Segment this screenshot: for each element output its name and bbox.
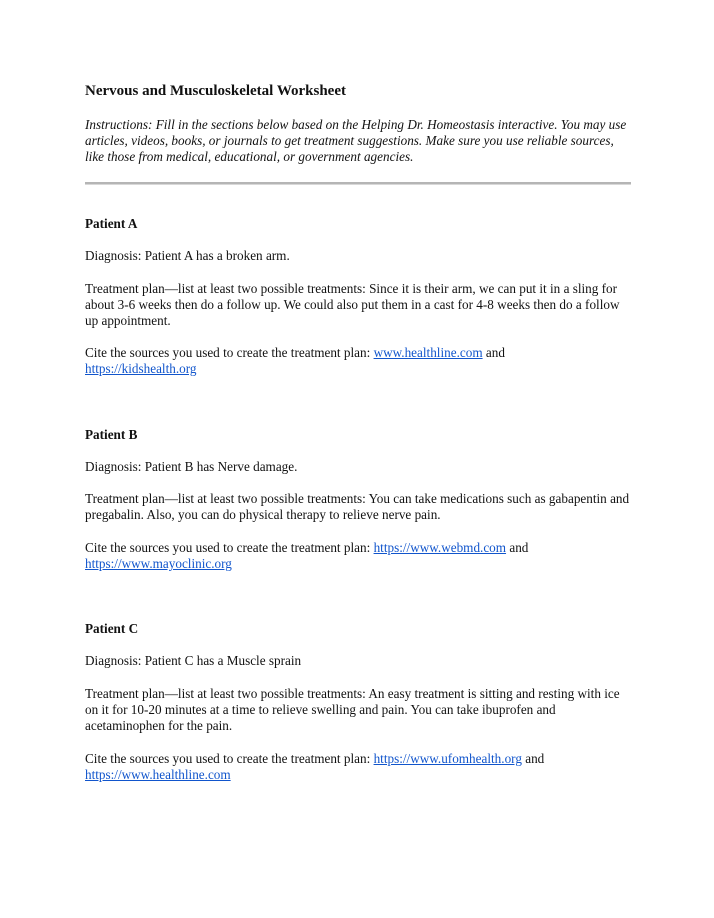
source-link-ufomhealth[interactable]: https://www.ufomhealth.org — [373, 751, 522, 766]
patient-c-diagnosis: Diagnosis: Patient C has a Muscle sprain — [85, 653, 302, 668]
cite-label: Cite the sources you used to create the treatment plan: — [85, 345, 374, 360]
source-link-mayoclinic[interactable]: https://www.mayoclinic.org — [85, 556, 232, 572]
source-link-healthline[interactable]: https://www.healthline.com — [85, 767, 231, 783]
cite-conjunction: and — [482, 345, 505, 360]
source-link-webmd[interactable]: https://www.webmd.com — [373, 540, 507, 555]
page-title: Nervous and Musculoskeletal Worksheet — [85, 83, 346, 99]
source-link-kidshealth[interactable]: https://kidshealth.org — [85, 361, 197, 377]
cite-label: Cite the sources you used to create the treatment plan: — [85, 540, 374, 555]
instructions-text: Instructions: Fill in the sections below based on the Helping Dr. Homeostasis interactive. You may use articles, videos, books, or journals to get treatment suggestions. Make sure you use reliable sources, like those from medical, educational, or government agencies. — [85, 117, 627, 165]
patient-b-heading: Patient B — [85, 427, 138, 442]
patient-a-citation — [85, 345, 633, 377]
patient-a-heading: Patient A — [85, 216, 138, 231]
horizontal-divider — [85, 182, 631, 185]
cite-conjunction: and — [506, 540, 529, 555]
patient-b-citation — [85, 540, 633, 572]
patient-b-treatment: Treatment plan—list at least two possible treatments: You can take medications such as gabapentin and pregabalin. Also, you can do physical therapy to relieve nerve pain. — [85, 491, 630, 523]
patient-a-treatment: Treatment plan—list at least two possible treatments: Since it is their arm, we can put it in a sling for about 3-6 weeks then do a follow up. We could also put them in a cast for 4-8 weeks then do a follow up appointment. — [85, 281, 620, 329]
patient-c-heading: Patient C — [85, 621, 139, 636]
patient-c-treatment: Treatment plan—list at least two possible treatments: An easy treatment is sitting and resting with ice on it for 10-20 minutes at a time to relieve swelling and pain. You can take ibuprofen and acetaminophen for the pain. — [85, 686, 620, 734]
cite-conjunction: and — [521, 751, 545, 766]
cite-label: Cite the sources you used to create the treatment plan: — [85, 751, 374, 766]
patient-a-diagnosis: Diagnosis: Patient A has a broken arm. — [85, 248, 290, 263]
patient-c-citation — [85, 751, 633, 783]
patient-b-diagnosis: Diagnosis: Patient B has Nerve damage. — [85, 459, 298, 474]
source-link-healthline[interactable]: www.healthline.com — [373, 345, 483, 360]
